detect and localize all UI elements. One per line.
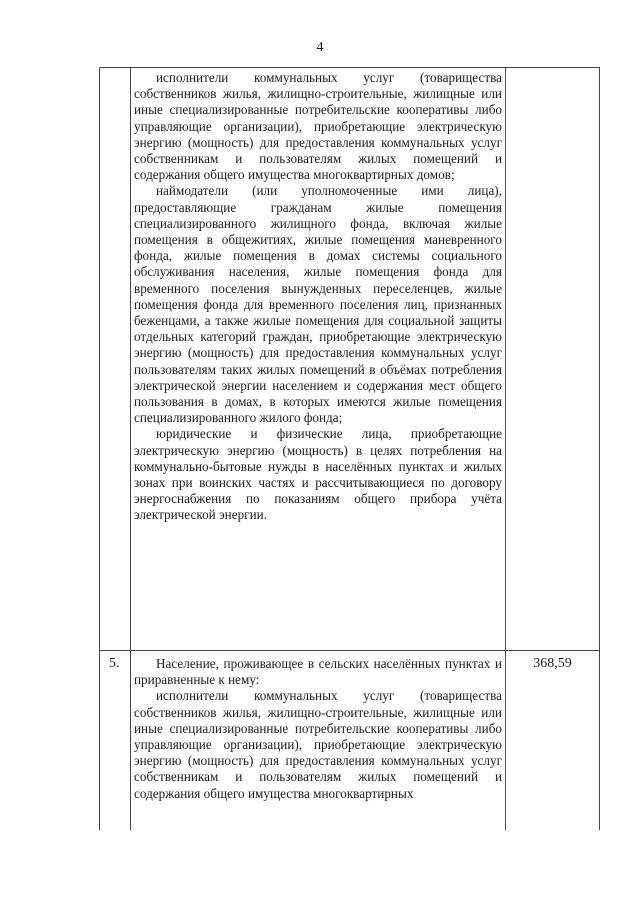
page-number: 4	[316, 40, 324, 55]
tariff-table	[99, 67, 600, 830]
table-row	[100, 651, 599, 830]
paragraph: наймодатели (или уполномоченные ими лица), предоставляющие гражданам жилые помещения специализированного жилищного фонда, включая жилые помещения в общежитиях, жилые помещения маневренного фонда, жилые помещения в домах системы социального обслуживания населения, жилые помещения фонда для временного поселения вынужденных переселенцев, жилые помещения фонда для временного поселения лиц, признанных беженцами, а также жилые помещения для социальной защиты отдельных категорий граждан, приобретающие электрическую энергию (мощность) для предоставления коммунальных услуг пользователям таких жилых помещений в объёмах потребления электрической энергии населением и содержания мест общего пользования в домах, в которых имеются жилые помещения специализированного жилого фонда;	[134, 183, 502, 426]
row-description	[131, 656, 505, 802]
row-value: 368,59	[533, 656, 572, 671]
paragraph: юридические и физические лица, приобретающие электрическую энергию (мощность) в целях потребления на коммунально-бытовые нужды в населённых пунктах и жилых зонах при воинских частях и рассчитывающиеся по договору энергоснабжения по показаниям общего прибора учёта электрической энергии.	[134, 426, 502, 523]
row-description-cell	[131, 651, 506, 830]
paragraph: Население, проживающее в сельских населённых пунктах и приравненные к нему:	[134, 656, 502, 688]
paragraph: исполнители коммунальных услуг (товарищества собственников жилья, жилищно-строительные, жилищные или иные специализированные потребительские кооперативы либо управляющие организации), приобретающие электрическую энергию (мощность) для предоставления коммунальных услуг собственникам и пользователям жилых помещений и содержания общего имущества многоквартирных домов;	[134, 70, 502, 183]
row-value-cell	[506, 68, 599, 650]
paragraph: исполнители коммунальных услуг (товарищества собственников жилья, жилищно-строительные, жилищные или иные специализированные потребительские кооперативы либо управляющие организации), приобретающие электрическую энергию (мощность) для предоставления коммунальных услуг собственникам и пользователям жилых помещений и содержания общего имущества многоквартирных	[134, 688, 502, 801]
row-description	[131, 70, 505, 524]
row-description-cell	[131, 68, 506, 650]
row-number: 5.	[109, 656, 120, 671]
table-row	[100, 68, 599, 651]
row-number-cell	[100, 68, 131, 650]
row-value-cell	[506, 651, 599, 830]
row-number-cell	[100, 651, 131, 830]
